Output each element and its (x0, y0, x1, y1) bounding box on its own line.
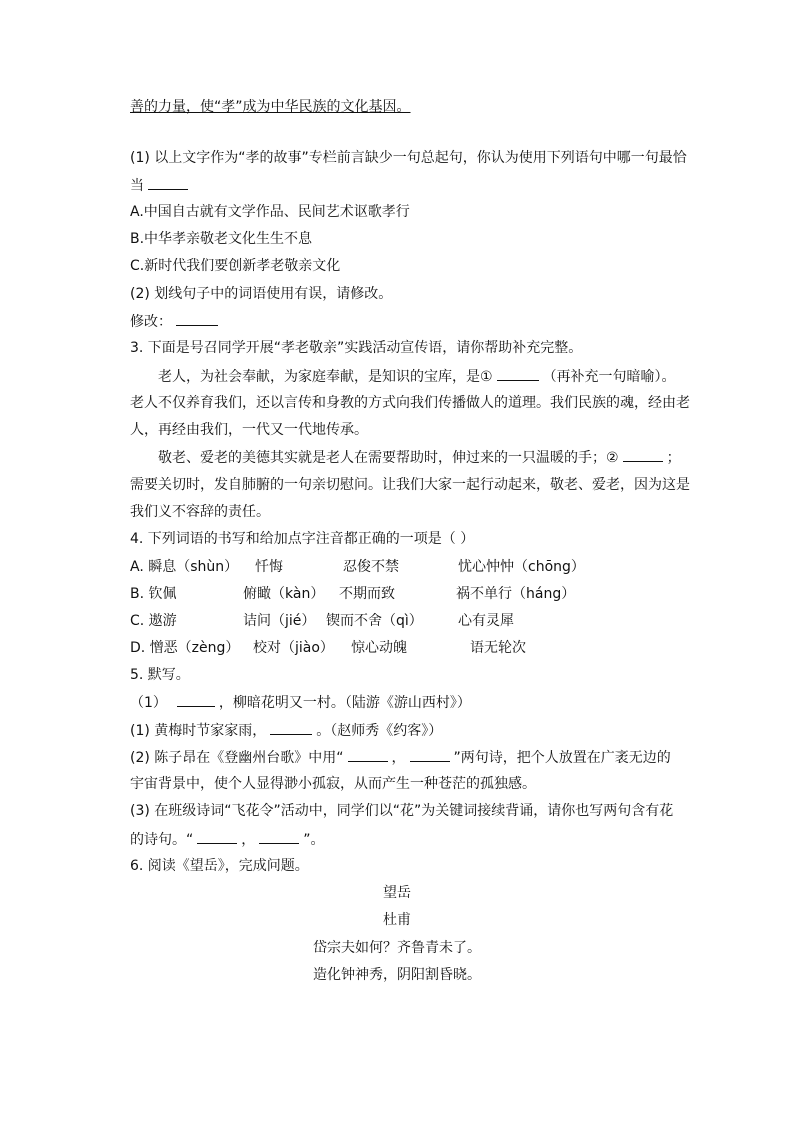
answer-blank (177, 692, 215, 707)
option-d-word-1: D. 憎恶（zèng） (130, 640, 240, 656)
poem-title: 望岳 (383, 885, 411, 901)
poem-author: 杜甫 (383, 912, 411, 928)
paragraph-1-line-3: 人，再经由我们，一代又一代地传承。 (130, 422, 368, 438)
question-1-text: (1) 以上文字作为“孝的故事”专栏前言缺少一句总起句，你认为使用下列语句中哪一句最恰 (130, 150, 687, 166)
underlined-sentence: 善的力量，使“孝”成为中华民族的文化基因。 (130, 99, 411, 115)
recite-item-2: (2) 陈子昂在《登幽州台歌》中用“ ， ”两句诗，把个人放置在广袤无边的 (130, 747, 671, 768)
answer-blank (259, 829, 299, 844)
option-b-word-1: B. 钦佩 (130, 586, 177, 602)
question-2-text: (2) 划线句子中的词语使用有误，请修改。 (130, 286, 393, 302)
recite-item-0: （1） ，柳暗花明又一村。（陆游《游山西村》） (130, 692, 471, 713)
answer-blank (148, 175, 188, 190)
option-d-word-2: 校对（jiào） (253, 640, 334, 656)
section-4-heading: 4. 下列词语的书写和给加点字注音都正确的一项是（ ） (130, 531, 475, 547)
option-a-word-2: 忏悔 (255, 559, 283, 575)
option-c-word-1: C. 遨游 (130, 613, 177, 629)
option-a-word-1: A. 瞬息（shùn） (130, 559, 239, 575)
answer-blank (270, 720, 312, 735)
option-c-word-3: 锲而不舍（qì） (326, 613, 423, 629)
paragraph-1-line-2: 老人不仅养育我们，还以言传和身教的方式向我们传播做人的道理。我们民族的魂，经由老 (130, 395, 690, 411)
revision-line: 修改： (130, 311, 222, 332)
recite-item-3: (3) 在班级诗词“飞花令”活动中，同学们以“花”为关键词接续背诵，请你也写两句含有花 (130, 803, 674, 819)
paragraph-2-line-3: 我们义不容辞的责任。 (130, 504, 270, 520)
answer-blank (197, 829, 237, 844)
option-d-word-4: 语无轮次 (470, 640, 526, 656)
option-d-word-3: 惊心动魄 (351, 640, 407, 656)
paragraph-2-line-1: 敬老、爱老的美德其实就是老人在需要帮助时，伸过来的一只温暖的手；② ； (158, 447, 681, 468)
answer-blank-1 (497, 366, 539, 381)
option-a: A.中国自古就有文学作品、民间艺术讴歌孝行 (130, 204, 410, 220)
option-b-word-4: 祸不单行（háng） (456, 586, 576, 602)
option-b-word-3: 不期而致 (339, 586, 395, 602)
question-1-text-cont: 当 (130, 175, 192, 196)
option-a-word-4: 忧心忡忡（chōng） (458, 559, 585, 575)
section-6-heading: 6. 阅读《望岳》，完成问题。 (130, 858, 309, 874)
option-b-word-2: 俯瞰（kàn） (243, 586, 325, 602)
section-3-heading: 3. 下面是号召同学开展“孝老敬亲”实践活动宣传语，请你帮助补充完整。 (130, 340, 583, 356)
answer-blank (410, 747, 450, 762)
recite-item-2-cont: 宇宙背景中，使个人显得渺小孤寂，从而产生一种苍茫的孤独感。 (130, 776, 536, 792)
section-5-heading: 5. 默写。 (130, 667, 190, 683)
answer-blank-2 (623, 447, 663, 462)
answer-blank (176, 311, 218, 326)
option-c-word-2: 诘问（jié） (243, 613, 316, 629)
option-c: C.新时代我们要创新孝老敬亲文化 (130, 258, 341, 274)
paragraph-2-line-2: 需要关切时，发自肺腑的一句亲切慰问。让我们大家一起行动起来，敬老、爱老，因为这是 (130, 477, 690, 493)
poem-line-1: 岱宗夫如何？齐鲁青未了。 (313, 940, 481, 956)
recite-item-3-cont: 的诗句。“ ， ”。 (130, 829, 325, 850)
poem-line-2: 造化钟神秀，阴阳割昏晓。 (313, 967, 481, 983)
option-a-word-3: 忍俊不禁 (343, 559, 399, 575)
answer-blank (348, 747, 388, 762)
paragraph-1-line-1: 老人，为社会奉献，为家庭奉献，是知识的宝库，是① （再补充一句暗喻）。 (158, 366, 676, 387)
option-b: B.中华孝亲敬老文化生生不息 (130, 231, 313, 247)
option-c-word-4: 心有灵犀 (458, 613, 514, 629)
recite-item-1: (1) 黄梅时节家家雨， 。（赵师秀《约客》） (130, 720, 442, 741)
